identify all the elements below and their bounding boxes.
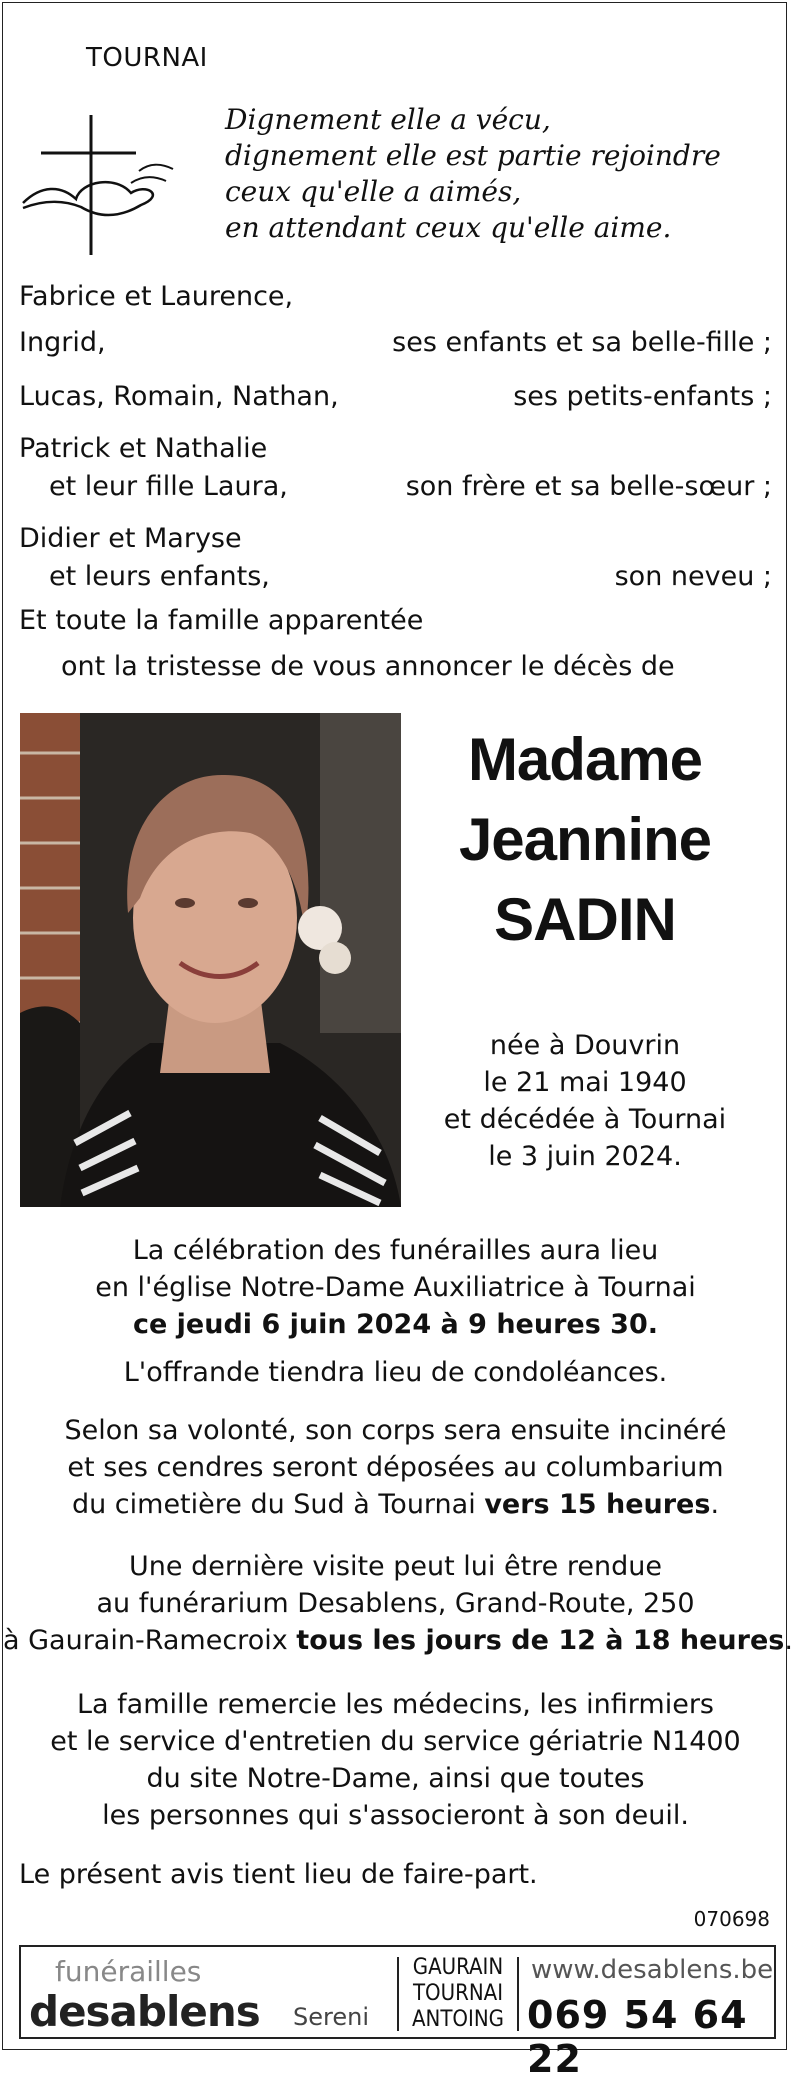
deceased-first-name: Jeannine <box>458 806 712 873</box>
portrait-photo <box>20 713 401 1207</box>
thanks-line: La famille remercie les médecins, les infirmiers <box>76 1689 714 1720</box>
announcement: ont la tristesse de vous annoncer le décès de <box>61 651 675 682</box>
notice-text: Le présent avis tient lieu de faire-part. <box>19 1859 538 1890</box>
bio-line: le 3 juin 2024. <box>488 1141 682 1172</box>
deceased-title: Madame <box>467 726 703 793</box>
ceremony-line: La célébration des funérailles aura lieu <box>132 1235 659 1266</box>
city-heading: TOURNAI <box>86 43 208 73</box>
family-name: Didier et Maryse <box>19 523 242 554</box>
punctuation: . <box>784 1625 793 1656</box>
punctuation: . <box>710 1489 720 1520</box>
visit-line <box>3 1623 793 1659</box>
family-name: Fabrice et Laurence, <box>19 281 294 312</box>
thanks-line: les personnes qui s'associeront à son deuil. <box>102 1800 689 1831</box>
thanks-line: du site Notre-Dame, ainsi que toutes <box>146 1763 645 1794</box>
epitaph-line: dignement elle est partie rejoindre <box>225 139 721 172</box>
cremation-line: Selon sa volonté, son corps sera ensuite incinéré <box>64 1415 727 1446</box>
bio-line: et décédée à Tournai <box>443 1104 727 1135</box>
visit-line: Une dernière visite peut lui être rendue <box>129 1551 662 1582</box>
family-name: et leur fille Laura, <box>49 471 288 502</box>
phone-number[interactable]: 069 54 64 22 <box>527 1993 748 2081</box>
town: TOURNAI <box>412 1981 504 2006</box>
divider <box>397 1957 399 2031</box>
cremation-time: vers 15 heures <box>484 1489 711 1520</box>
family-relation: son frère et sa belle-sœur ; <box>405 471 772 502</box>
visit-text: à Gaurain-Ramecroix <box>3 1625 297 1656</box>
cremation-line: et ses cendres seront déposées au columbarium <box>67 1452 724 1483</box>
funeral-home-banner <box>19 1945 776 2081</box>
town: GAURAIN <box>412 1955 504 1980</box>
ceremony-date: ce jeudi 6 juin 2024 à 9 heures 30. <box>132 1309 659 1340</box>
town: ANTOING <box>412 2007 504 2032</box>
town-list <box>403 1955 513 2033</box>
reference-code: 070698 <box>693 1907 770 1931</box>
visit-hours: tous les jours de 12 à 18 heures <box>296 1625 785 1656</box>
family-name: Lucas, Romain, Nathan, <box>19 381 339 412</box>
family-name: Et toute la famille apparentée <box>19 605 424 636</box>
ceremony-line: en l'église Notre-Dame Auxiliatrice à Tournai <box>95 1272 696 1303</box>
epitaph-line: en attendant ceux qu'elle aime. <box>225 211 672 244</box>
divider <box>517 1957 519 2031</box>
family-name: Ingrid, <box>19 327 106 358</box>
thanks-line: et le service d'entretien du service gériatrie N1400 <box>50 1726 741 1757</box>
family-relation: son neveu ; <box>614 561 772 592</box>
epitaph-line: Dignement elle a vécu, <box>225 103 551 136</box>
epitaph <box>225 102 721 246</box>
cremation-line <box>3 1487 788 1523</box>
brand-tagline: funérailles <box>55 1955 202 1988</box>
ceremony-line: L'offrande tiendra lieu de condoléances. <box>123 1357 668 1388</box>
cross-icon <box>21 113 181 258</box>
family-relation: ses enfants et sa belle-fille ; <box>392 327 772 358</box>
cremation-text: du cimetière du Sud à Tournai <box>71 1489 485 1520</box>
family-relation: ses petits-enfants ; <box>513 381 772 412</box>
family-name: Patrick et Nathalie <box>19 433 268 464</box>
visit-line: au funérarium Desablens, Grand-Route, 250 <box>96 1588 695 1619</box>
bio-line: née à Douvrin <box>489 1030 681 1061</box>
website-link[interactable]: www.desablens.be <box>531 1955 774 1985</box>
epitaph-line: ceux qu'elle a aimés, <box>225 175 522 208</box>
bio-line: le 21 mai 1940 <box>483 1067 687 1098</box>
brand-sub: Sereni <box>293 2003 369 2031</box>
deceased-last-name: SADIN <box>494 886 676 953</box>
obituary-notice <box>2 2 793 2081</box>
family-name: et leurs enfants, <box>49 561 270 592</box>
brand-name: desablens <box>29 1987 260 2036</box>
